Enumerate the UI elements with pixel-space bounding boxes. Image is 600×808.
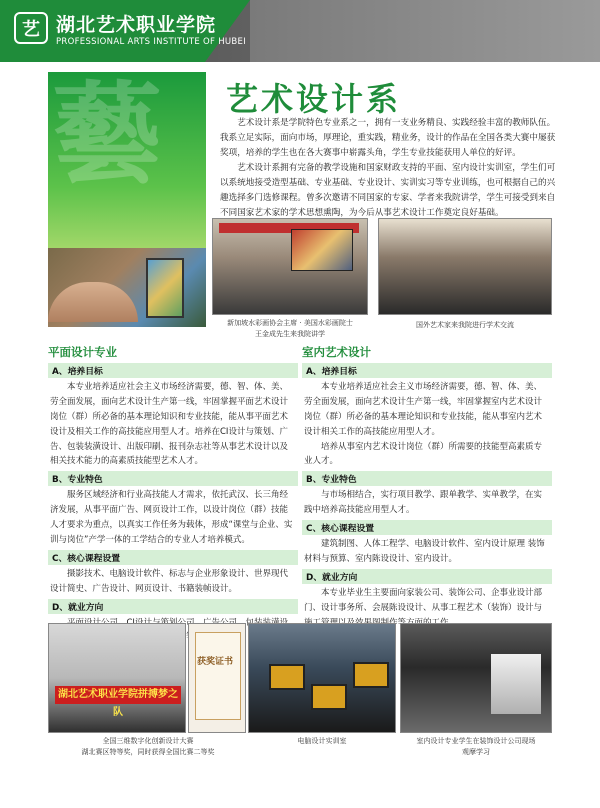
projector-screen (291, 229, 353, 271)
photo-caption-exchange: 国外艺术家来我院进行学术交流 (416, 321, 514, 329)
subsection-body: 摄影技术、电脑设计软件、标志与企业形象设计、世界现代设计简史、广告设计、网页设计、书籍装帧设计。 (50, 568, 289, 594)
college-name-en: PROFESSIONAL ARTS INSTITUTE OF HUBEI (56, 37, 247, 47)
photo-site-visit (400, 623, 552, 733)
photo-computer-lab (248, 623, 396, 733)
subsection-heading: D、就业方向 (302, 569, 552, 584)
hero-calligraphy: 藝 (52, 72, 162, 199)
photo-caption-award: 全国三维数字化创新设计大赛 湖北赛区特等奖，同时获得全国比赛二等奖 (81, 737, 215, 756)
interior-design-section (302, 344, 552, 630)
page-title: 艺术设计系 (226, 80, 402, 118)
photo-lecture (212, 218, 368, 315)
certificate-text: 获奖证书 (197, 657, 234, 667)
subsection-body: 本专业培养适应社会主义市场经济需要，德、智、体、美、劳全面发展，面向艺术设计生产第一线，牢固掌握平面艺术设计岗位（群）所必备的基本理论知识和专业技能，能从事平面艺术设计及相关工作的高技能应用型人才。培养在CI设计与策划、广告、包装装潢设计、出版印刷、报刊杂志社等从事艺术设计以及相关技术能力的高素质技能型艺术人才。 (50, 382, 289, 467)
photo-exchange (378, 218, 552, 315)
subsection-body: 本专业培养适应社会主义市场经济需要，德、智、体、美、劳全面发展，面向艺术设计生产第一线，牢固掌握室内艺术设计岗位（群）所必备的基本理论知识和专业技能，能从事室内艺术设计相关工作的高技能应用型人才。 (304, 382, 543, 437)
photo-award-team (48, 623, 186, 733)
subsection-heading: A、培养目标 (48, 363, 298, 378)
college-name: 湖北艺术职业学院 (56, 14, 217, 36)
subsection-heading: A、培养目标 (302, 363, 552, 378)
team-banner: 湖北艺术职业学院拼搏梦之队 (55, 686, 181, 704)
header-banner (0, 0, 600, 62)
section-title: 室内艺术设计 (302, 345, 371, 359)
intro-text (220, 116, 556, 221)
graphic-design-section (48, 344, 298, 645)
photo-caption-visit: 室内设计专业学生在装饰设计公司现场 观摩学习 (416, 737, 536, 756)
certificate-frame (195, 632, 241, 720)
subsection-body: 培养从事室内艺术设计岗位（群）所需要的技能型高素质专业人才。 (304, 441, 543, 467)
college-logo-icon: 艺 (14, 12, 48, 44)
photo-caption-lab: 电脑设计实训室 (297, 737, 347, 745)
photo-certificate (188, 623, 246, 733)
subsection-heading: B、专业特色 (302, 471, 552, 486)
monitor (269, 664, 305, 690)
photo-caption-lecture: 新加坡水彩画协会主席 · 美国水彩画院士 王金成先生来我院讲学 (227, 319, 353, 338)
hero-easel (146, 258, 184, 318)
subsection-heading: C、核心课程设置 (48, 550, 298, 565)
hero-image (48, 72, 206, 327)
building-model (491, 654, 541, 714)
subsection-heading: B、专业特色 (48, 471, 298, 486)
subsection-heading: C、核心课程设置 (302, 520, 552, 535)
monitor (353, 662, 389, 688)
subsection-body: 与市场相结合，实行项目教学、跟单教学、实单教学，在实践中培养高技能应用型人才。 (304, 490, 543, 516)
monitor (311, 684, 347, 710)
subsection-body: 建筑制图、人体工程学、电脑设计软件、室内设计原理 装饰材料与预算、室内陈设设计、室内设计。 (304, 539, 545, 564)
subsection-heading: D、就业方向 (48, 599, 298, 614)
subsection-body: 本专业毕业生主要面向家装公司、装饰公司、企事业设计部门、设计事务所、会展陈设设计、从事工程艺术（装饰）设计与 制作等方 (304, 587, 543, 628)
section-title: 平面设计专业 (48, 345, 117, 359)
intro-paragraph: 艺术设计系是学院特色专业系之一，拥有一支业务精良、实践经验丰富的教师队伍。我系立足实际，面向市场，厚理论，重实践，精业务，设计的作品在全国各类大赛中屡获奖项，培养的学生也在各大赛事中崭露头角，学生专业技能获用人单位的好评。 (220, 118, 556, 159)
header-accent (250, 0, 600, 62)
intro-paragraph: 艺术设计系拥有完备的教学设施和国家财政支持的平面、室内设计实训室，学生们可以系统地接受造型基础、专业基础、专业设计、实训实习等专业训练，也可根据自己的兴趣选择多门选修课程。曾多次邀请不同国家的专家、学者来我院讲学，学生可接受到来自不同国家艺术家的学术思想熏陶，为今后从事艺术设计工作奠定良好基础。 (220, 163, 556, 219)
subsection-body: 服务区域经济和行业高技能人才需求，依托武汉、长三角经济发展，从事平面广告、网页设计工作，以设计岗位（群）技能人才要求为重点，以真实工作任务为载体，形成“课堂与企业、实训与岗位”产学一体的工学结合的专业人才培养模式。 (50, 490, 293, 545)
